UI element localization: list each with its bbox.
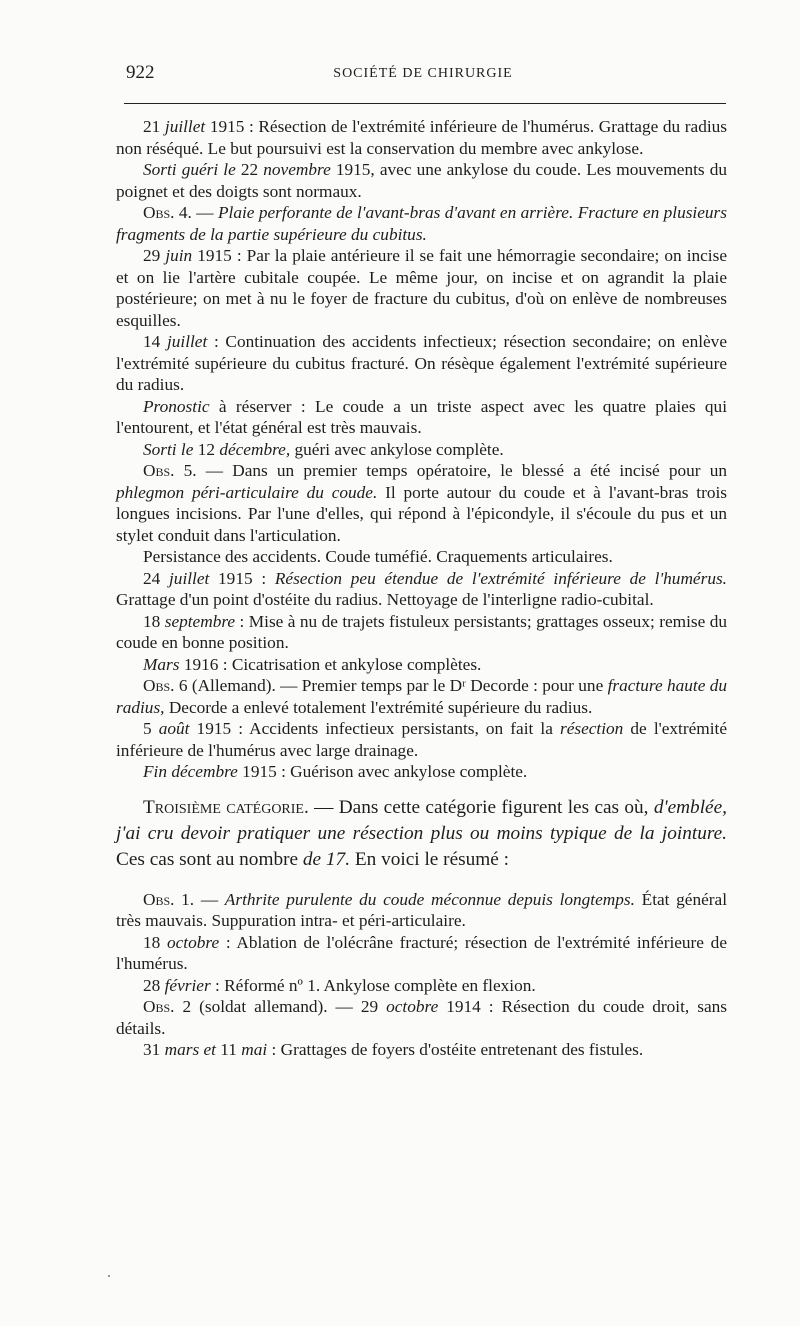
paragraph — [116, 795, 727, 873]
text-run: Obs. 5. — [143, 461, 197, 480]
text-run: Obs. 4. — [143, 203, 192, 222]
text-run: Decorde a enlevé totalement l'extrémité supérieure du radius. — [164, 697, 593, 717]
text-run: 14 — [143, 332, 167, 351]
text-run: 18 — [143, 932, 167, 952]
text-run: Pronostic — [143, 396, 210, 416]
text-run: août — [158, 719, 190, 738]
running-title: SOCIÉTÉ DE CHIRURGIE — [333, 66, 513, 81]
text-run: 1915, avec une ankylose du coude. Les mouvements du poignet et des doigts sont normaux. — [116, 160, 727, 201]
text-run: 1916 : Cicatrisation et ankylose complètes. — [179, 654, 482, 674]
paragraph — [116, 975, 727, 997]
paragraph — [116, 1039, 727, 1061]
text-run: 6 (Allemand). — Premier temps par le Dʳ Decorde : pour une — [174, 676, 608, 695]
paragraph — [116, 116, 727, 159]
text-run: 12 — [193, 439, 220, 459]
text-run: novembre — [263, 160, 331, 179]
text-run: 1915 : Guérison avec ankylose complète. — [237, 762, 528, 781]
text-run: septembre — [164, 611, 236, 631]
text-run: En voici le résumé : — [350, 848, 510, 870]
text-run: Persistance des accidents. Coude tuméfié. Craquements articulaires. — [143, 547, 613, 566]
paragraph — [116, 889, 727, 932]
text-run: mai — [241, 1040, 268, 1059]
text-run: octobre — [386, 997, 439, 1016]
paragraph — [116, 932, 727, 975]
text-run: juillet — [164, 117, 206, 136]
text-run: 31 — [143, 1040, 165, 1059]
text-run: Troisième catégorie. — [143, 796, 309, 818]
text-run: Sorti guéri le — [143, 160, 236, 179]
text-run: 1915 : — [209, 568, 275, 588]
text-run: phlegmon péri-articulaire du coude. — [116, 482, 378, 502]
paragraph — [116, 611, 727, 654]
text-run: Obs. — [143, 997, 175, 1016]
text-run: 5 — [143, 719, 159, 738]
text-run: fracture haute du radius, — [116, 676, 727, 717]
paragraph — [116, 396, 727, 439]
text-run: guéri avec ankylose complète. — [290, 439, 504, 459]
text-run: : Continuation des accidents infectieux; résection secondaire; on enlève l'extrémité supérieure du cubitus fracturé. On résèque également l'extrémité supérieure du radius. — [116, 332, 727, 394]
text-run: 1915 : Résection de l'extrémité inférieure de l'humérus. Grattage du radius non réséqué. Le but poursuivi est la conservation du membre avec ankylose. — [116, 117, 728, 158]
text-run: : Mise à nu de trajets fistuleux persistants; grattages osseux; remise du coude en bonne position. — [116, 611, 727, 652]
text-run: 21 — [143, 117, 165, 136]
text-run: Grattage d'un point d'ostéite du radius. Nettoyage de l'interligne radio-cubital. — [116, 590, 654, 609]
text-run: Ces cas sont au nombre — [116, 848, 303, 870]
text-run: d'emblée, j'ai cru devoir pratiquer une résection plus ou moins typique de la jointure. — [116, 796, 727, 844]
text-run: mars et — [164, 1040, 216, 1059]
text-run: résection — [559, 719, 624, 738]
page-header — [120, 60, 726, 90]
text-run: — — [194, 889, 225, 909]
paragraph — [116, 439, 727, 461]
text-run: Arthrite purulente du coude méconnue depuis longtemps. — [224, 889, 635, 909]
text-run: Mars — [143, 654, 180, 674]
text-run: Il porte autour du coude et à l'avant-bras trois longues incisions. Par l'une d'elles, qui répond à l'épicondyle, il s'écoule du pus et un stylet conduit dans l'articulation. — [116, 482, 727, 545]
text-run: 11 — [215, 1040, 242, 1059]
text-run: juin — [165, 246, 193, 265]
text-run: de l'extrémité inférieure de l'humérus avec large drainage. — [116, 719, 727, 760]
text-run: : Grattages de foyers d'ostéite entretenant des fistules. — [267, 1040, 644, 1059]
text-run: 1915 : Accidents infectieux persistants, on fait la — [189, 719, 560, 738]
text-run: — — [191, 203, 218, 222]
paragraph — [116, 654, 727, 676]
text-run: — Dans cette catégorie figurent les cas où, — [308, 796, 654, 818]
text-run: Obs. — [143, 676, 175, 695]
text-run: à réserver : Le coude a un triste aspect avec les quatre plaies qui l'entourent, et l'état général est très mauvais. — [116, 396, 727, 437]
text-run: : Réformé nº 1. Ankylose complète en flexion. — [210, 975, 536, 995]
text-run: Résection peu étendue de l'extrémité inférieure de l'humérus. — [274, 568, 728, 588]
text-run: Obs. 1. — [143, 889, 195, 909]
text-run: 22 — [235, 160, 264, 179]
page-number: 922 — [126, 62, 155, 83]
paragraph — [116, 761, 727, 783]
paragraph — [116, 675, 727, 718]
paragraph — [116, 568, 727, 611]
header-rule — [124, 103, 726, 104]
paragraph — [116, 460, 727, 546]
text-run: 1914 : Résection du coude droit, sans détails. — [116, 997, 727, 1038]
paragraph — [116, 202, 727, 245]
paper-speck — [108, 1275, 110, 1277]
text-run: juillet — [166, 332, 208, 351]
text-run: — Dans un premier temps opératoire, le blessé a été incisé pour un — [196, 461, 727, 480]
paragraph — [116, 159, 727, 202]
text-run: de 17. — [302, 848, 351, 870]
text-run: février — [164, 975, 211, 995]
paragraph — [116, 245, 727, 331]
text-run: État général très mauvais. Suppuration intra- et péri-articulaire. — [116, 889, 728, 930]
text-run: 18 — [143, 611, 165, 631]
text-run: Fin décembre — [143, 762, 238, 781]
text-run: décembre, — [219, 439, 291, 459]
text-run: octobre — [166, 932, 220, 952]
text-run: Sorti le — [143, 439, 194, 459]
paragraph — [116, 331, 727, 396]
text-run: 1915 : Par la plaie antérieure il se fait une hémorragie secondaire; on incise et on lie l'artère cubitale coupée. Le même jour, on incise et on agrandit la plaie postérieure; on met à nu le foyer de fracture du cubitus, d'où on enlève de nombreuses esquilles. — [116, 246, 727, 330]
paragraph — [116, 546, 727, 568]
text-run: 28 — [143, 975, 165, 995]
text-run: 2 (soldat allemand). — 29 — [174, 997, 387, 1016]
text-run: 24 — [143, 568, 169, 588]
paragraph — [116, 718, 727, 761]
body-text — [116, 116, 727, 1061]
text-run: : Ablation de l'olécrâne fracturé; résection de l'extrémité inférieure de l'humérus. — [116, 932, 727, 973]
text-run: Plaie perforante de l'avant-bras d'avant en arrière. Fracture en plusieurs fragments de la partie supérieure du cubitus. — [116, 203, 727, 244]
paragraph — [116, 996, 727, 1039]
text-run: juillet — [169, 568, 210, 588]
text-run: 29 — [143, 246, 166, 265]
